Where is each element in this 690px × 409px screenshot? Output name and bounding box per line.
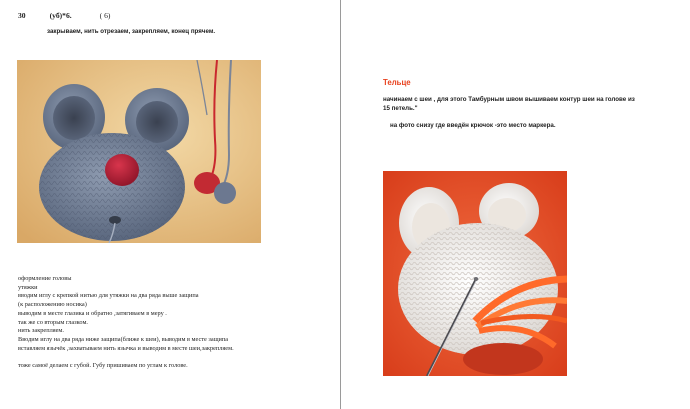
row-number: 30: [18, 11, 26, 20]
row-stitches: (уб)*6.: [49, 11, 72, 20]
notes-line: (к расположению носика): [18, 301, 87, 309]
gray-mouse-head-illustration: [17, 60, 261, 243]
white-head-hook-photo: [383, 171, 567, 376]
notes-gap: [18, 353, 234, 362]
white-head-hook-illustration: [383, 171, 567, 376]
notes-line: вводим иглу с крепкой нитью для утяжки на два ряда выше защипа: [18, 292, 199, 300]
body-instruction: начинаем с шеи , для этого Тамбурным швом вышиваем контур шеи на голове из 15 петель.": [383, 96, 635, 112]
gray-mouse-head-photo: [17, 60, 261, 243]
assembly-notes: [18, 275, 234, 371]
notes-line: тоже самоё делаем с губой. Губу пришиваем по углам к голове.: [18, 362, 188, 370]
notes-line: утяжки: [18, 283, 38, 291]
marker-note: на фото снизу где введён крючок -это место маркера.: [390, 122, 556, 129]
notes-line: Вводим иглу на два ряда ниже защипа(ближе к шеи), выводим в месте защипа: [18, 335, 229, 343]
notes-line: так же со вторым глазком.: [18, 318, 88, 326]
notes-line: нить закрепляем.: [18, 327, 64, 335]
row-instruction: [18, 11, 110, 20]
notes-line: вставляем язычёк ,захватываем нить язычка и выводим в месте шеи,закрепляем.: [18, 344, 234, 352]
notes-line: выводим в месте глазика и обратно ,затягиваем в меру .: [18, 309, 167, 317]
closing-instruction: закрываем, нить отрезаем, закрепляем, конец прячем.: [47, 28, 216, 35]
section-title: Тельце: [383, 78, 411, 87]
row-count: ( 6): [99, 11, 111, 20]
notes-line: оформление головы: [18, 275, 72, 282]
